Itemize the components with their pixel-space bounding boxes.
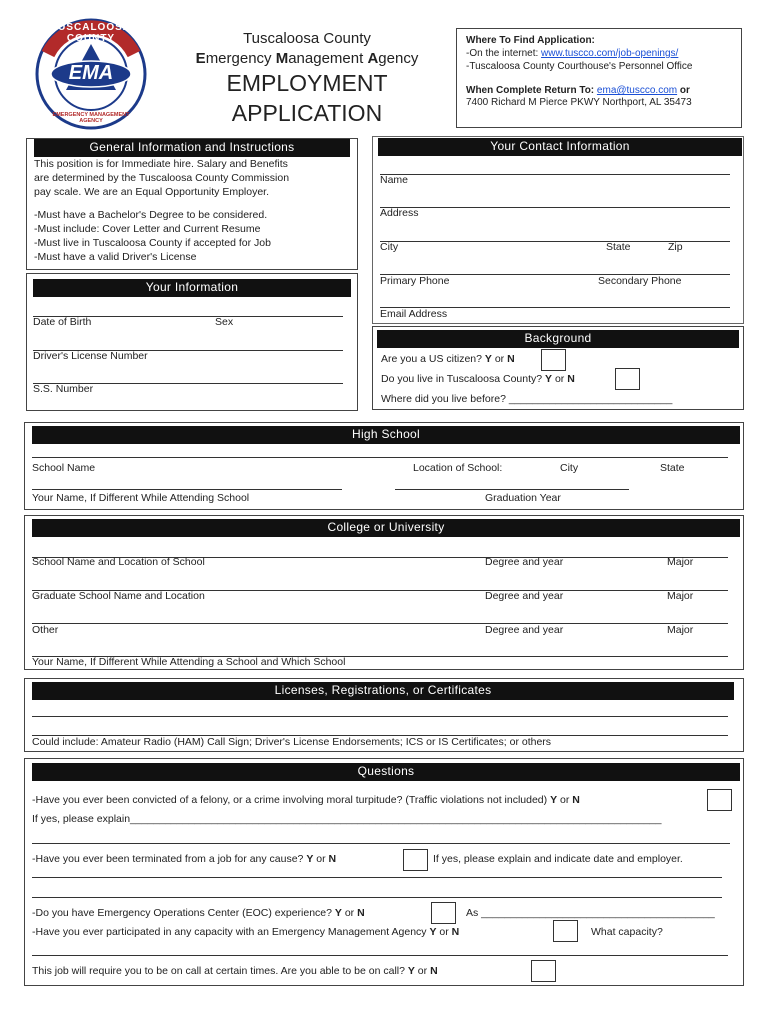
felony-explain[interactable]: If yes, please explain___________________________________________________________________________________________ (32, 813, 662, 825)
where-to-find-box (456, 28, 742, 128)
return-to: When Complete Return To: ema@tuscco.com or (466, 85, 690, 96)
college-row2-label: Graduate School Name and Location (32, 590, 205, 602)
tuscaloosa-resident-checkbox[interactable] (615, 368, 640, 390)
logo-text-mid: EMA (68, 62, 114, 84)
where-courthouse: -Tuscaloosa County Courthouse's Personnel Office (466, 61, 693, 72)
page-title-line2: APPLICATION (231, 100, 383, 126)
secondary-phone-label: Secondary Phone (598, 275, 682, 287)
your-info-box (26, 273, 358, 411)
agency-name: Emergency Management Agency (195, 50, 419, 67)
ema-capacity-label: What capacity? (591, 926, 663, 938)
name-label: Name (380, 174, 409, 186)
general-p3: pay scale. We are an Equal Opportunity Employer. (34, 186, 270, 198)
tuscaloosa-resident-question: Do you live in Tuscaloosa County? Y or N (381, 373, 575, 385)
on-call-checkbox[interactable] (531, 960, 556, 982)
licenses-note: Could include: Amateur Radio (HAM) Call Sign; Driver's License Endorsements; ICS or IS Certificates; or others (32, 736, 552, 748)
dob-label: Date of Birth (33, 316, 92, 328)
college-heading: College or University (32, 519, 740, 537)
school-city-label: City (560, 462, 579, 474)
felony-checkbox[interactable] (707, 789, 732, 811)
your-info-heading: Your Information (33, 279, 351, 297)
felony-question: -Have you ever been convicted of a felony, or a crime involving moral turpitude? (Traffic violations not included) Y or N (32, 794, 580, 806)
terminated-explain-line-2[interactable] (32, 897, 722, 898)
college-row1-degree: Degree and year (485, 556, 564, 568)
general-info-heading: General Information and Instructions (34, 139, 350, 157)
zip-label: Zip (668, 241, 683, 253)
job-openings-link[interactable]: www.tuscco.com/job-openings/ (541, 48, 679, 59)
general-p1: This position is for Immediate hire. Salary and Benefits (34, 158, 288, 170)
city-label: City (380, 241, 399, 253)
eoc-as-field[interactable]: As ________________________________________ (466, 907, 715, 919)
previous-residence-question[interactable]: Where did you live before? ____________________________ (381, 393, 673, 405)
licenses-box (24, 678, 744, 752)
terminated-explain-line-1[interactable] (32, 877, 722, 878)
terminated-checkbox[interactable] (403, 849, 428, 871)
requirement-4: -Must have a valid Driver's License (34, 251, 197, 263)
ema-participation-question: -Have you ever participated in any capacity with an Emergency Management Agency Y or N (32, 926, 460, 938)
school-name-label: School Name (32, 462, 96, 474)
questions-heading: Questions (32, 763, 740, 781)
college-row3-label: Other (32, 624, 59, 636)
address-label: Address (380, 207, 419, 219)
primary-phone-label: Primary Phone (380, 275, 450, 287)
terminated-explain-label: If yes, please explain and indicate date and employer. (433, 853, 683, 865)
general-p2: are determined by the Tuscaloosa County Commission (34, 172, 290, 184)
eoc-question: -Do you have Emergency Operations Center (EOC) experience? Y or N (32, 907, 365, 919)
licenses-heading: Licenses, Registrations, or Certificates (32, 682, 734, 700)
us-citizen-question: Are you a US citizen? Y or N (381, 353, 515, 365)
graduation-year-field[interactable] (395, 489, 629, 490)
college-your-name-label: Your Name, If Different While Attending a School and Which School (32, 656, 346, 668)
ema-participation-checkbox[interactable] (553, 920, 578, 942)
on-call-question: This job will require you to be on call at certain times. Are you able to be on call? Y or N (32, 965, 438, 977)
college-row2-degree: Degree and year (485, 590, 564, 602)
college-row1-major: Major (667, 556, 694, 568)
license-label: Driver's License Number (33, 350, 148, 362)
return-email-link[interactable]: ema@tuscco.com (596, 85, 678, 96)
licenses-field-1[interactable] (32, 716, 728, 717)
state-label: State (606, 241, 631, 253)
contact-info-section (372, 132, 744, 324)
school-name-field[interactable] (32, 457, 728, 458)
logo-text-bottom: EMERGENCY MANAGEMENT AGENCY (52, 112, 130, 124)
school-location-label: Location of School: (413, 462, 503, 474)
terminated-question: -Have you ever been terminated from a job for any cause? Y or N (32, 853, 337, 865)
name-field[interactable] (380, 174, 730, 175)
college-row2-major: Major (667, 590, 694, 602)
general-info-box (26, 138, 358, 270)
high-school-heading: High School (32, 426, 740, 444)
contact-info-heading: Your Contact Information (378, 138, 742, 156)
sex-label: Sex (215, 316, 234, 328)
school-state-label: State (660, 462, 685, 474)
graduation-year-label: Graduation Year (485, 492, 561, 504)
page-title-line1: EMPLOYMENT (226, 70, 388, 96)
logo-text-top: TUSCALOOSA COUNTY (51, 22, 131, 44)
where-heading: Where To Find Application: (466, 35, 595, 46)
felony-explain-line[interactable] (32, 843, 730, 844)
eoc-checkbox[interactable] (431, 902, 456, 924)
background-heading: Background (377, 330, 739, 348)
ema-logo (28, 18, 154, 130)
hs-your-name-label: Your Name, If Different While Attending School (32, 492, 250, 504)
college-box (24, 515, 744, 670)
requirement-1: -Must have a Bachelor's Degree to be considered. (34, 209, 268, 221)
high-school-box (24, 422, 744, 510)
email-label: Email Address (380, 308, 448, 320)
address-field[interactable] (380, 207, 730, 208)
hs-your-name-field[interactable] (32, 489, 342, 490)
background-box (372, 326, 744, 410)
return-address: 7400 Richard M Pierce PKWY Northport, AL 35473 (466, 97, 692, 108)
county-name: Tuscaloosa County (243, 30, 371, 47)
college-row3-field[interactable] (32, 623, 728, 624)
college-row3-major: Major (667, 624, 694, 636)
college-row1-label: School Name and Location of School (32, 556, 205, 568)
us-citizen-checkbox[interactable] (541, 349, 566, 371)
where-internet: -On the internet: www.tuscco.com/job-openings/ (466, 48, 679, 59)
college-row3-degree: Degree and year (485, 624, 564, 636)
requirement-3: -Must live in Tuscaloosa County if accepted for Job (34, 237, 271, 249)
questions-box (24, 758, 744, 986)
ssn-label: S.S. Number (33, 383, 94, 395)
requirement-2: -Must include: Cover Letter and Current Resume (34, 223, 261, 235)
ema-capacity-line[interactable] (32, 955, 728, 956)
